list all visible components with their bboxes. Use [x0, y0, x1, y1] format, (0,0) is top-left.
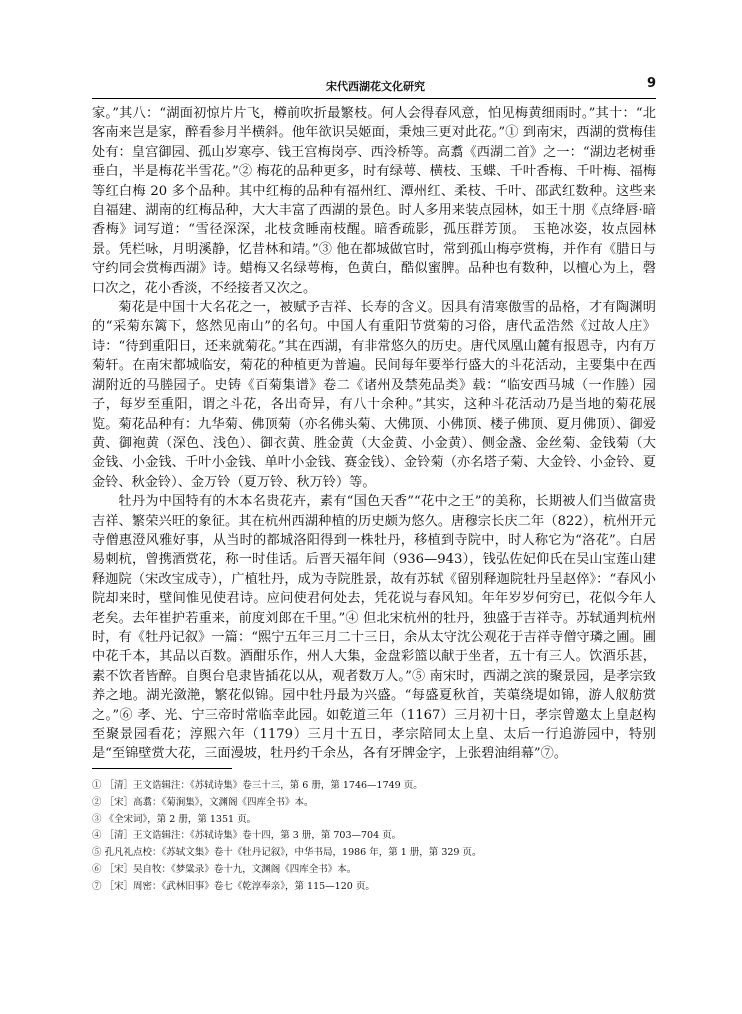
- running-header: [92, 76, 656, 99]
- footnote-4: ④ ［清］王文诰辑注：《苏轼诗集》卷十四，第 3 册，第 703—704 页。: [92, 830, 402, 842]
- page-number: 9: [646, 76, 656, 91]
- footnote-7: ⑦ ［宋］周密：《武林旧事》卷七《乾淳奉亲》，第 115—120 页。: [92, 880, 375, 892]
- footnote-6: ⑥ ［宋］吴自牧：《梦粱录》卷十九，文渊阁《四库全书》本。: [92, 863, 357, 875]
- footnote-1: ① ［清］王文诰辑注：《苏轼诗集》卷三十三，第 6 册，第 1746—1749 页。: [92, 780, 423, 791]
- running-title: 宋代西湖花文化研究: [326, 80, 425, 93]
- footnotes: [92, 778, 656, 896]
- footnote-2: ② ［宋］高翥：《菊涧集》，文渊阁《四库全书》本。: [92, 796, 314, 808]
- paragraph-plum: 家。”其八：“湖面初惊片片飞，樽前吹折最繁枝。何人会得春风意，怕见梅黄细雨时。”其十：“北客南来岂是家，醉看参月半横斜。他年欲识吴姬面，秉烛三更对此花。”① 到南宋，西湖的赏梅佳处有：皇宫御园、孤山岁寒亭、钱王宫梅岗亭、西泠桥等。高翥《西湖二首》之一：“湖边老树垂垂白，半是梅花半雪花。”② 梅花的品种更多，时有绿萼、横枝、玉蝶、千叶香梅、千叶梅、福梅等红白梅 20 多个品种。其中红梅的品种有福州红、潭州红、柔枝、千叶、邵武红数种。这些来自福建、湖南的红梅品种，大大丰富了西湖的景色。时人多用来装点园林，如王十朋《点绛唇·暗香梅》词写道：“雪径深深，北枝贪睡南枝醒。暗香疏影，孤压群芳顶。 玉艳冰姿，妆点园林景。凭栏咏，月明溪静，忆昔林和靖。”③ 他在都城做官时，常到孤山梅亭赏梅，并作有《腊日与守约同会赏梅西湖》诗。蜡梅又名绿萼梅，色黄白，酷似蜜脾。品种也有数种，以檀心为上，磬口次之，花小香淡，不经接者又次之。: [92, 106, 656, 296]
- footnote-5: ⑤ 孔凡礼点校：《苏轼文集》卷十《牡丹记叙》，中华书局，1986 年，第 1 册，第 329 页。: [92, 847, 482, 859]
- body-text: [92, 104, 656, 764]
- paragraph-peony: 牡丹为中国特有的木本名贵花卉，素有“国色天香”“花中之王”的美称，长期被人们当做富贵吉祥、繁荣兴旺的象征。其在杭州西湖种植的历史颇为悠久。唐穆宗长庆二年（822），杭州开元寺僧惠澄风雅好事，从当时的都城洛阳得到一株牡丹，移植到寺院中，时人称它为“洛花”。白居易刺杭，曾携酒赏花，称一时佳话。后晋天福年间（936—943），钱弘佐妃仰氏在吴山宝莲山建释迦院（宋改宝成寺），广植牡丹，成为寺院胜景，故有苏轼《留别释迦院牡丹呈赵倅》：“春风小院却来时，壁间惟见使君诗。应问使君何处去，凭花说与春风知。年年岁岁何穷已，花似今年人老矣。去年崔护若重来，前度刘郎在千里。”④ 但北宋杭州的牡丹，独盛于吉祥寺。苏轼通判杭州时，有《牡丹记叙》一篇：“熙宁五年三月二十三日，余从太守沈公观花于吉祥寺僧守璘之圃。圃中花千本，其品以百数。酒酣乐作，州人大集，金盘彩篮以献于坐者，五十有三人。饮酒乐甚，素不饮者皆醉。自舆台皂隶皆插花以从，观者数万人。”⑤ 南宋时，西湖之滨的聚景园，是孝宗致养之地。湖光潋滟，繁花似锦。园中牡丹最为兴盛。“每盛夏秋首，芙蕖绕堤如锦，游人舣舫赏之。”⑥ 孝、光、宁三帝时常临幸此园。如乾道三年（1167）三月初十日，孝宗曾邀太上皇赵构至聚景园看花；淳熙六年（1179）三月十五日，孝宗陪同太上皇、太后一行追游园中，特别是“至锦壁赏大花，三面漫坡，牡丹约千余丛，各有牙牌金字，上张碧油绢幕”⑦。: [92, 494, 656, 762]
- footnote-3: ③ 《全宋词》，第 2 册，第 1351 页。: [92, 813, 257, 825]
- footnote-divider: [92, 768, 232, 769]
- paragraph-chrysanthemum: 菊花是中国十大名花之一，被赋予吉祥、长寿的含义。因具有清寒傲雪的品格，才有陶渊明的“采菊东篱下，悠然见南山”的名句。中国人有重阳节赏菊的习俗，唐代孟浩然《过故人庄》诗：“待到重阳日，还来就菊花。”其在西湖，有非常悠久的历史。唐代凤凰山麓有报恩寺，内有万菊轩。在南宋都城临安，菊花的种植更为普遍。民间每年要举行盛大的斗花活动，主要集中在西湖附近的马塍园子。史铸《百菊集谱》卷二《诸州及禁苑品类》载：“临安西马城（一作塍）园子，每岁至重阳，谓之斗花，各出奇异，有八十余种。”其实，这种斗花活动乃是当地的菊花展览。菊花品种有：九华菊、佛顶菊（亦名佛头菊、大佛顶、小佛顶、楼子佛顶、夏月佛顶）、御爱黄、御袍黄（深色、浅色）、御衣黄、胜金黄（大金黄、小金黄）、侧金盏、金丝菊、金钱菊（大金钱、小金钱、千叶小金钱、单叶小金钱、赛金钱）、金铃菊（亦名塔子菊、大金铃、小金铃、夏金铃、秋金铃）、金万铃（夏万铃、秋万铃）等。: [92, 300, 656, 490]
